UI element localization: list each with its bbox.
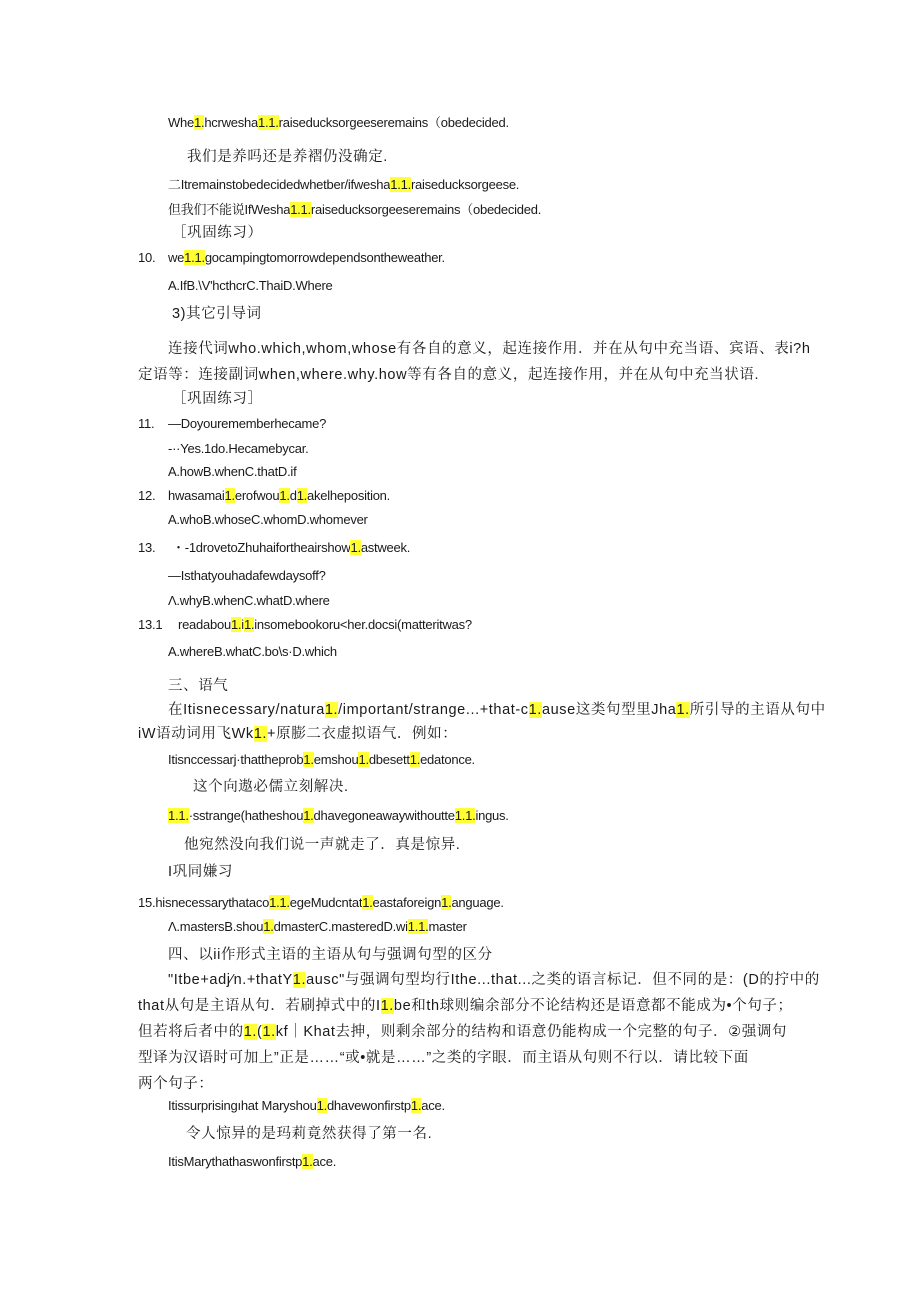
highlighted-fragment: 1. (441, 895, 452, 910)
text-fragment: dhavewonfirstp (326, 1098, 411, 1113)
text-line (138, 1075, 214, 1093)
question-number: 11. (138, 416, 155, 431)
text-fragment: +原膨二衣虚拟语气．例如： (267, 726, 458, 742)
text-fragment: ausc"与强调句型均行Ithe...that...之类的语言标记．但不同的是：(D的拧中的 (306, 972, 820, 988)
text-fragment: 他宛然没向我们说一声就走了．真是惊异. (184, 837, 461, 853)
question-number: 13. (138, 540, 156, 555)
highlighted-fragment: 1. (302, 1154, 313, 1169)
text-fragment: raiseducksorgeese. (410, 177, 520, 192)
text-fragment: Itisnccessarj·thattheprob (168, 752, 304, 767)
text-fragment: 但若将后者中的 (138, 1024, 244, 1040)
text-line (168, 751, 475, 769)
text-fragment: ［巩固练习） (172, 225, 263, 241)
text-line (168, 511, 368, 529)
highlighted-fragment: 1. (303, 752, 314, 767)
text-fragment: that从句是主语从句．若刷掉式中的I (138, 998, 381, 1014)
text-fragment: 三、语气 (168, 678, 229, 694)
highlighted-fragment: 1. (380, 998, 394, 1014)
text-line (168, 1153, 336, 1171)
text-fragment: master (428, 919, 467, 934)
text-fragment: /important/strange...+that-c (338, 702, 529, 718)
text-fragment: 两个句子： (138, 1076, 214, 1092)
text-line (138, 1023, 787, 1041)
highlighted-fragment: 1. (243, 617, 255, 632)
text-line (168, 114, 509, 132)
text-line (168, 567, 326, 585)
highlighted-fragment: 1. (296, 488, 308, 503)
highlighted-fragment: 1.1. (269, 895, 290, 910)
highlighted-fragment: 1.1. (184, 250, 205, 265)
text-fragment: ( (257, 1024, 263, 1040)
text-line (168, 643, 337, 661)
text-fragment: i (241, 617, 244, 632)
text-line (168, 971, 820, 989)
text-fragment: Whe (168, 115, 194, 130)
text-fragment: dhavegoneawaywithoutte (313, 808, 455, 823)
text-fragment: 令人惊异的是玛莉竟然获得了第一名. (186, 1126, 433, 1142)
highlighted-fragment: 1. (193, 115, 205, 130)
text-fragment: hwasamai (168, 488, 225, 503)
highlighted-fragment: 1. (409, 752, 421, 767)
text-line (186, 1125, 432, 1143)
text-fragment: emshou (313, 752, 359, 767)
text-fragment: A.IfB.\V'hcthcrC.ThaiD.Where (168, 278, 333, 293)
text-fragment: kf｜Khat去抻，则剩余部分的结构和语意仍能构成一个完整的句子．②强调句 (275, 1024, 788, 1040)
text-fragment: gocampingtomorrowdependsontheweather. (204, 250, 445, 265)
text-line (168, 277, 333, 295)
text-fragment: 连接代词who.which,whom,whose有各自的意义，起连接作用．并在从句中充当语、宾语、表i?h (168, 341, 811, 357)
text-fragment: Itissurprisingıhat Maryshou (168, 1098, 317, 1113)
text-fragment: raiseducksorgeeseremains（obedecided. (278, 115, 509, 130)
highlighted-fragment: 1.1. (454, 808, 476, 823)
text-fragment: 在Itisnecessary/natura (168, 702, 325, 718)
text-fragment: ingus. (475, 808, 509, 823)
text-fragment: I巩同嫌习 (168, 864, 234, 880)
question-number: 10. (138, 250, 156, 265)
text-fragment: A.whereB.whatC.bo\s·D.which (168, 644, 337, 659)
question-number: 13.1 (138, 617, 163, 632)
text-fragment: A.howB.whenC.thatD.if (168, 464, 297, 479)
text-fragment: -··Yes.1do.Hecamebycar. (168, 441, 309, 456)
text-line (138, 366, 759, 384)
highlighted-fragment: 1.1. (390, 177, 411, 192)
text-fragment: 二Itremainstobedecidedwhetber/ifwesha (168, 177, 391, 192)
text-fragment: 四、以ii作形式主语的主语从句与强调句型的区分 (168, 947, 493, 963)
text-line (172, 305, 262, 323)
text-line (172, 224, 263, 242)
highlighted-fragment: 1. (262, 1024, 276, 1040)
text-line (184, 836, 460, 854)
text-fragment: Λ.mastersB.shou (168, 919, 264, 934)
text-line (193, 778, 349, 796)
text-fragment: 我们是养吗还是养褶仍没确定. (187, 149, 388, 165)
text-line (168, 1097, 445, 1115)
highlighted-fragment: 1.1. (407, 919, 429, 934)
text-line (168, 201, 541, 219)
highlighted-fragment: 1. (350, 540, 361, 555)
text-line (172, 390, 263, 408)
text-fragment: ItisMarythathaswonfirstp (168, 1154, 303, 1169)
text-line (168, 701, 826, 719)
text-line (168, 677, 228, 695)
text-line (168, 807, 509, 825)
text-fragment: d (289, 488, 297, 503)
text-fragment: astweek. (360, 540, 411, 555)
highlighted-fragment: 1. (528, 702, 542, 718)
text-fragment: dmasterC.masteredD.wi (273, 919, 408, 934)
text-fragment: we (168, 250, 185, 265)
text-line (168, 863, 233, 881)
highlighted-fragment: 1. (292, 972, 307, 988)
highlighted-fragment: 1. (230, 617, 242, 632)
text-fragment: iW语动词用飞Wk (138, 726, 254, 742)
highlighted-fragment: 1. (279, 488, 290, 503)
text-line (138, 997, 793, 1015)
text-line (168, 592, 330, 610)
text-fragment: edatonce. (420, 752, 475, 767)
text-fragment: "Itbe+adj∕n.+thatY (168, 972, 293, 988)
text-line (172, 539, 410, 557)
text-fragment: —Doyourememberhecame? (168, 416, 327, 431)
text-fragment: ［巩固练习］ (172, 391, 263, 407)
text-fragment: 3)其它引导词 (172, 306, 262, 322)
text-line (178, 616, 472, 634)
text-line (187, 148, 388, 166)
text-line (168, 946, 493, 964)
text-fragment: 型译为汉语时可加上”正是……“或•就是……”之类的字眼．而主语从句则不行以．请比较下面 (138, 1050, 749, 1066)
text-fragment: anguage. (451, 895, 504, 910)
text-fragment: Λ.whyB.whenC.whatD.where (168, 593, 330, 608)
highlighted-fragment: 1.1. (257, 115, 279, 130)
text-fragment: readabou (178, 617, 231, 632)
text-line (168, 176, 519, 194)
question-number: 12. (138, 488, 156, 503)
text-fragment: 但我们不能说IfWesha (168, 202, 291, 217)
highlighted-fragment: 1. (253, 726, 268, 742)
text-fragment: ·sstrange(hatheshou (188, 808, 304, 823)
highlighted-fragment: 1. (324, 702, 339, 718)
highlighted-fragment: 1. (316, 1098, 327, 1113)
text-line (168, 340, 811, 358)
text-fragment: hcrwesha (204, 115, 258, 130)
text-fragment: be和th球则编余部分不论结构还是语意都不能成为•个句子； (393, 998, 793, 1014)
highlighted-fragment: 1. (676, 702, 690, 718)
text-fragment: 定语等：连接副词when,where.why.how等有各自的意义，起连接作用，并在从句中充当状语. (138, 367, 760, 383)
text-fragment: 所引导的主语从句中 (689, 702, 826, 718)
text-fragment: —Isthatyouhadafewdaysoff? (168, 568, 326, 583)
text-fragment: eastaforeign (372, 895, 442, 910)
highlighted-fragment: 1. (243, 1024, 257, 1040)
text-fragment: ause这类句型里Jha (541, 702, 677, 718)
text-line (168, 463, 296, 481)
text-fragment: insomebookoru<her.docsi(matteritwas? (254, 617, 472, 632)
highlighted-fragment: 1. (224, 488, 235, 503)
text-fragment: erofwou (234, 488, 280, 503)
highlighted-fragment: 1. (362, 895, 373, 910)
highlighted-fragment: 1. (358, 752, 369, 767)
text-line (168, 487, 390, 505)
text-fragment: dbesett (368, 752, 410, 767)
text-fragment: raiseducksorgeeseremains（obedecided. (310, 202, 542, 217)
text-line (138, 725, 457, 743)
text-fragment: ・-1drovetoZhuhaifortheairshow (172, 540, 351, 555)
text-line (168, 440, 308, 458)
text-fragment: ace. (421, 1098, 445, 1113)
highlighted-fragment: 1.1. (290, 202, 311, 217)
highlighted-fragment: 1. (410, 1098, 422, 1113)
text-line (138, 894, 504, 912)
text-fragment: A.whoB.whoseC.whomD.whomever (168, 512, 368, 527)
text-line (138, 1049, 749, 1067)
highlighted-fragment: 1. (263, 919, 274, 934)
highlighted-fragment: 1.1. (168, 808, 189, 823)
text-fragment: 15.hisnecessarythataco (138, 895, 270, 910)
text-line (168, 918, 467, 936)
text-fragment: ace. (312, 1154, 337, 1169)
text-fragment: 这个向遨必儒立刻解决. (193, 779, 349, 795)
text-line (168, 415, 326, 433)
highlighted-fragment: 1. (303, 808, 314, 823)
text-line (168, 249, 445, 267)
text-fragment: akelheposition. (307, 488, 391, 503)
text-fragment: egeMudcntat (289, 895, 363, 910)
